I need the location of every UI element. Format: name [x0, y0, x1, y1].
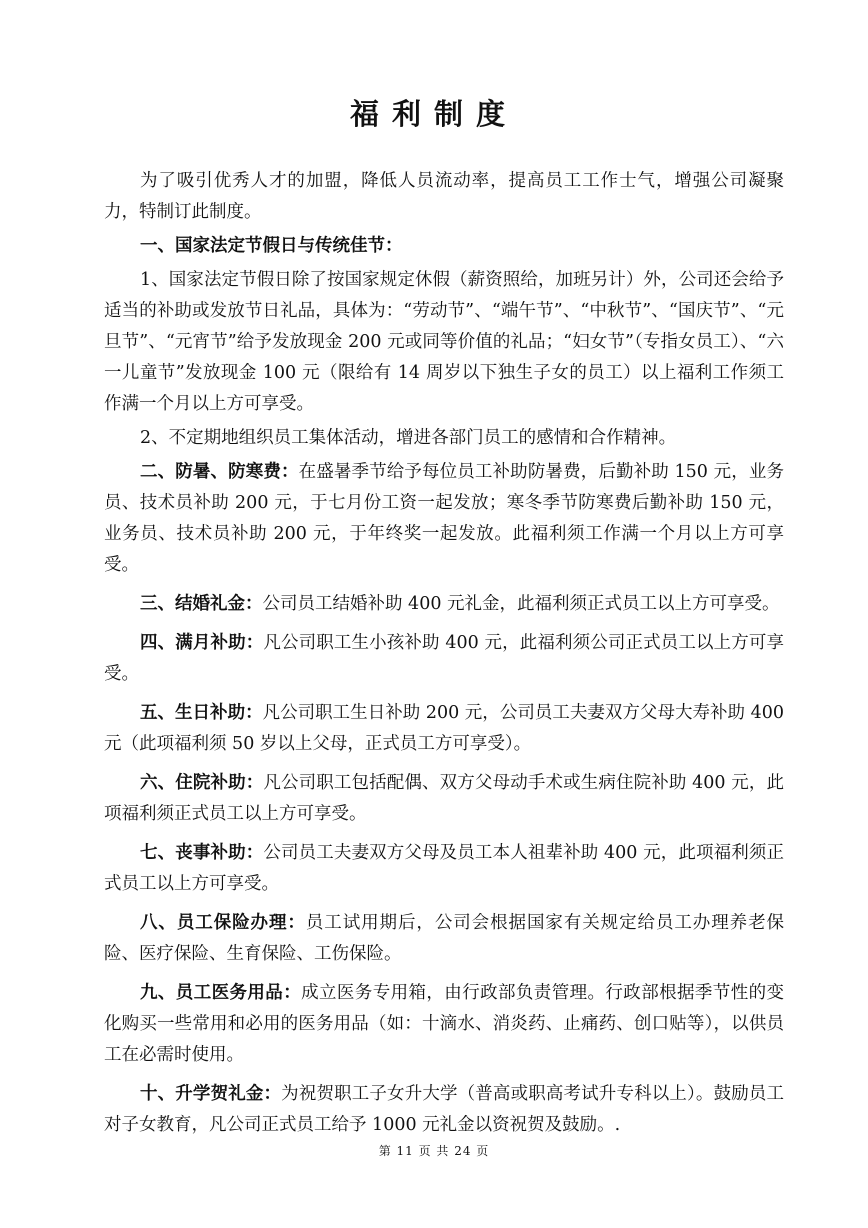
section-heading: 三、结婚礼金： — [140, 594, 263, 614]
section-heading: 五、生日补助： — [140, 703, 263, 723]
page-title: 福利制度 — [349, 97, 518, 131]
section-text: 凡公司职工包括配偶、双方父母动手术或生病住院补助 400 元，此项福利须正式员工以上方可享受。 — [104, 773, 785, 824]
section-text: 公司员工夫妻双方父母及员工本人祖辈补助 400 元，此项福利须正式员工以上方可享受。 — [104, 843, 785, 894]
section-heading: 一、国家法定节假日与传统佳节： — [140, 236, 403, 256]
section-paragraph — [104, 1079, 784, 1141]
section-text: 为祝贺职工子女升大学（普高或职高考试升专科以上）。鼓励员工对子女教育，凡公司正式员工给予 1000 元礼金以资祝贺及鼓励。. — [104, 1084, 785, 1135]
section-paragraph — [104, 838, 784, 900]
section-paragraph — [104, 698, 784, 760]
section-paragraph — [104, 457, 784, 581]
list-item: 2、不定期地组织员工集体活动，增进各部门员工的感情和合作精神。 — [140, 428, 677, 448]
section-heading: 十、升学贺礼金： — [140, 1084, 282, 1104]
section-paragraph — [104, 908, 784, 970]
section-heading: 八、员工保险办理： — [140, 913, 306, 933]
section-heading: 七、丧事补助： — [140, 843, 264, 863]
list-item: 1、国家法定节假日除了按国家规定休假（薪资照给，加班另计）外，公司还会给予适当的补助或发放节日礼品，具体为：“劳动节”、“端午节”、“中秋节”、“国庆节”、“元旦节”、“元宵节”给予发放现金 200 元或同等价值的礼品；“妇女节”（专指女员工）、“六一儿童节”发放现金 100 元（限给有 14 周岁以下独生子女的员工）以上福利工作须工作满一个月以上方可享受。 — [104, 270, 784, 414]
section-heading: 二、防暑、防寒费： — [140, 462, 299, 482]
section-text: 凡公司职工生小孩补助 400 元，此福利须公司正式员工以上方可享受。 — [104, 633, 785, 684]
intro-paragraph: 为了吸引优秀人才的加盟，降低人员流动率，提高员工工作士气，增强公司凝聚力，特制订此制度。 — [104, 171, 784, 222]
section-text: 公司员工结婚补助 400 元礼金，此福利须正式员工以上方可享受。 — [262, 594, 780, 614]
section-paragraph — [104, 978, 784, 1071]
section-text: 凡公司职工生日补助 200 元，公司员工夫妻双方父母大寿补助 400 元（此项福利须 50 岁以上父母，正式员工方可享受）。 — [104, 703, 784, 754]
section-text: 员工试用期后，公司会根据国家有关规定给员工办理养老保险、医疗保险、生育保险、工伤保险。 — [104, 913, 785, 964]
section-heading: 九、员工医务用品： — [140, 983, 302, 1003]
section-text: 成立医务专用箱，由行政部负责管理。行政部根据季节性的变化购买一些常用和必用的医务用品（如：十滴水、消炎药、止痛药、创口贴等），以供员工在必需时使用。 — [104, 983, 785, 1065]
document-body — [104, 166, 784, 1144]
section-paragraph — [104, 768, 784, 830]
section-paragraph — [104, 628, 784, 690]
section-text: 在盛暑季节给予每位员工补助防暑费，后勤补助 150 元，业务员、技术员补助 200 元，于七月份工资一起发放；寒冬季节防寒费后勤补助 150 元，业务员、技术员补助 200 元，于年终奖一起发放。此福利须工作满一个月以上方可享受。 — [104, 462, 785, 575]
section-paragraph — [104, 589, 784, 620]
page-number: 第 11 页 共 24 页 — [378, 1144, 490, 1158]
section-heading: 四、满月补助： — [140, 633, 264, 653]
section-heading: 六、住院补助： — [140, 773, 264, 793]
